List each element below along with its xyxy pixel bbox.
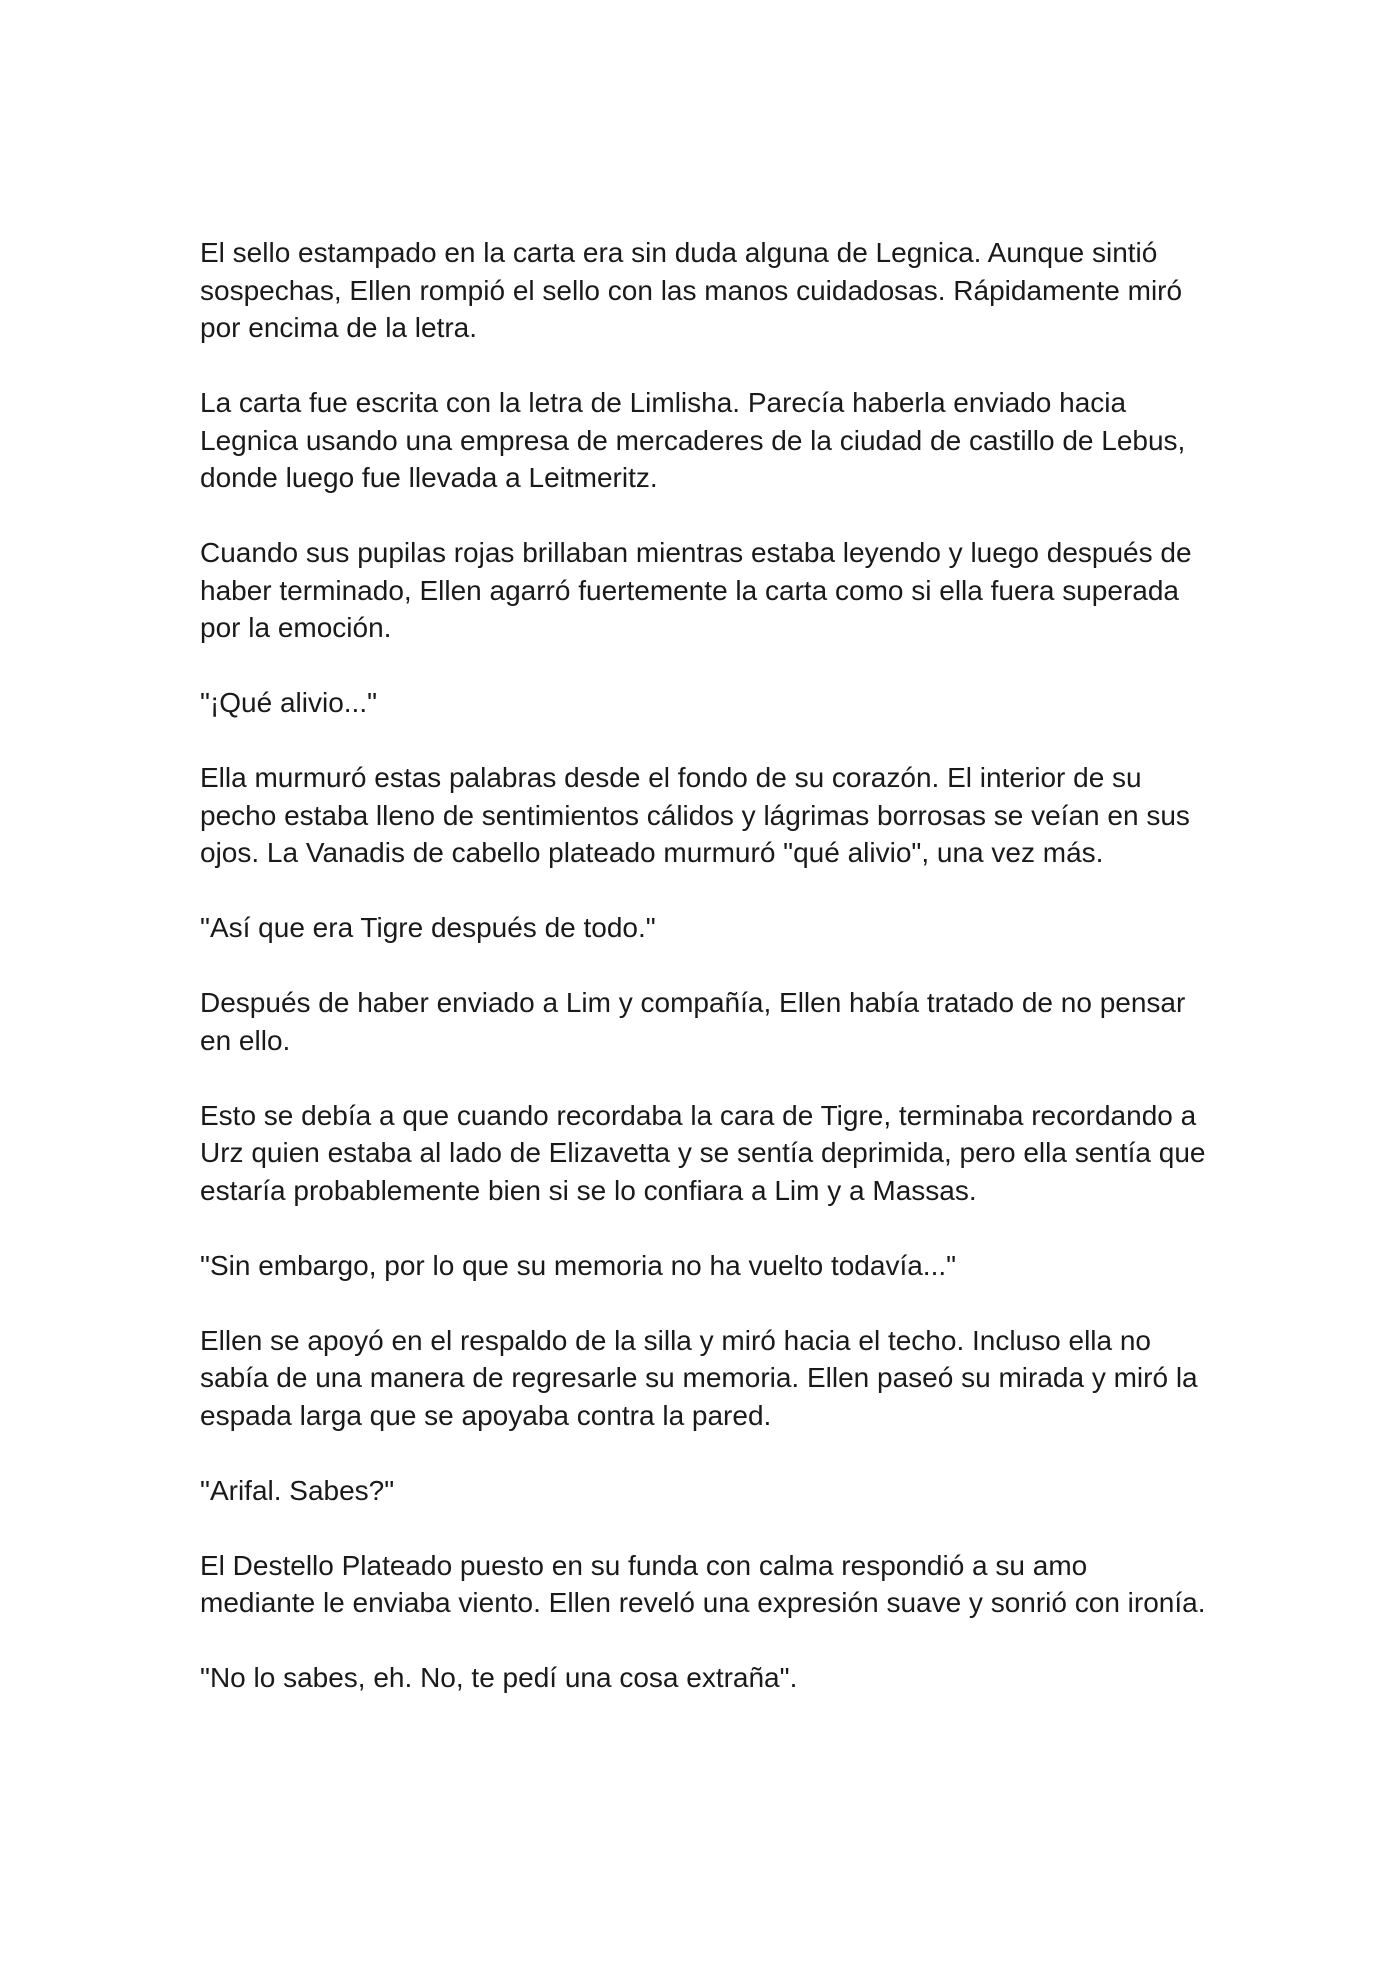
dialogue-line: "No lo sabes, eh. No, te pedí una cosa extraña".: [200, 1662, 798, 1693]
dialogue-line: "Así que era Tigre después de todo.": [200, 912, 656, 943]
dialogue-line: "Sin embargo, por lo que su memoria no ha vuelto todavía...": [200, 1249, 957, 1281]
document-body: [200, 234, 1210, 1734]
paragraph: Cuando sus pupilas rojas brillaban mientras estaba leyendo y luego después de haber terminado, Ellen agarró fuertemente la carta como si ella fuera superada por la emoción.: [200, 537, 1192, 643]
paragraph: Esto se debía a que cuando recordaba la cara de Tigre, terminaba recordando a Urz quien estaba al lado de Elizavetta y se sentía deprimida, pero ella sentía que estaría probablemente bien si se lo confiara a Lim y a Massas.: [200, 1099, 1206, 1206]
dialogue-line: "¡Qué alivio...": [200, 687, 378, 718]
paragraph: Ellen se apoyó en el respaldo de la silla y miró hacia el techo. Incluso ella no sabía de una manera de regresarle su memoria. Ellen paseó su mirada y miró la espada larga que se apoyaba contra la pared.: [200, 1324, 1198, 1431]
paragraph: La carta fue escrita con la letra de Limlisha. Parecía haberla enviado hacia Legnica usando una empresa de mercaderes de la ciudad de castillo de Lebus, donde luego fue llevada a Leitmeritz.: [200, 387, 1186, 493]
paragraph: El sello estampado en la carta era sin duda alguna de Legnica. Aunque sintió sospechas, Ellen rompió el sello con las manos cuidadosas. Rápidamente miró por encima de la letra.: [200, 237, 1183, 343]
dialogue-line: "Arifal. Sabes?": [200, 1474, 395, 1506]
paragraph: Después de haber enviado a Lim y compañía, Ellen había tratado de no pensar en ello.: [200, 987, 1186, 1056]
paragraph: El Destello Plateado puesto en su funda con calma respondió a su amo mediante le enviaba viento. Ellen reveló una expresión suave y sonrió con ironía.: [200, 1549, 1206, 1618]
paragraph: Ella murmuró estas palabras desde el fondo de su corazón. El interior de su pecho estaba lleno de sentimientos cálidos y lágrimas borrosas se veían en sus ojos. La Vanadis de cabello plateado murmuró "qué alivio", una vez más.: [200, 762, 1190, 868]
